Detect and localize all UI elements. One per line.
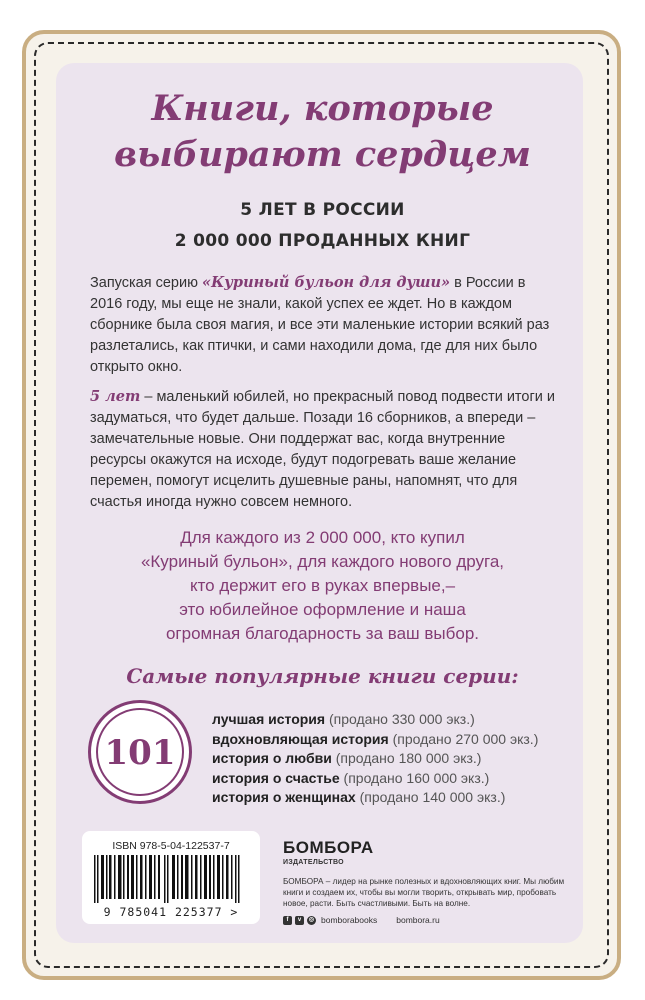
facebook-icon: f <box>283 916 292 925</box>
barcode-number: 9 785041 225377 > <box>103 905 239 919</box>
page-title: Книги, которые выбирают сердцем <box>114 88 531 175</box>
thanks-message: Для каждого из 2 000 000, кто купил «Куриный бульон», для каждого нового друга, кто держит его в руках впервые,– это юбилейное оформление и наша огромная благодарность за ваш выбор. <box>140 528 505 643</box>
list-item: вдохновляющая история (продано 270 000 экз.) <box>212 730 539 747</box>
vk-icon: v <box>295 916 304 925</box>
anniversary-highlight: 5 лет <box>90 388 141 405</box>
publisher-subtitle: ИЗДАТЕЛЬСТВО <box>283 859 344 866</box>
popular-heading: Самые популярные книги серии: <box>126 664 519 688</box>
popular-books-list <box>212 710 582 808</box>
publisher-description: БОМБОРА – лидер на рынке полезных и вдохновляющих книг. Мы любим книги и создаем их, чтобы вы могли творить, открывать мир, пробовать новое, расти. Быть счастливыми. Быть на волне. <box>283 877 565 908</box>
publisher-social <box>283 915 583 925</box>
list-item: история о любви (продано 180 000 экз.) <box>212 750 482 766</box>
publisher-site: bombora.ru <box>396 915 440 925</box>
subtitle-years: 5 ЛЕТ В РОССИИ <box>240 200 405 220</box>
badge-101: 101 <box>88 700 192 804</box>
publisher-logo: БОМБОРА <box>283 838 374 857</box>
subtitle-sold: 2 000 000 ПРОДАННЫХ КНИГ <box>174 231 471 251</box>
list-item: лучшая история (продано 330 000 экз.) <box>212 711 475 727</box>
isbn-label: ISBN 978-5-04-122537-7 <box>112 840 230 852</box>
publisher-block <box>283 838 583 925</box>
instagram-icon: ◎ <box>308 916 315 923</box>
intro-paragraph: Запуская серию «Куриный бульон для души» в России в 2016 году, мы еще не знали, какой успех ее ждет. Но в каждом сборнике была своя магия, и все эти маленькие истории всякий раз разлетались, как птички, и сами находили дома, где для них было открыто окно. <box>90 274 550 375</box>
series-name: «Куриный бульон для души» <box>202 274 451 291</box>
list-item: история о счастье (продано 160 000 экз.) <box>212 769 490 786</box>
barcode-box <box>82 831 260 924</box>
barcode-icon <box>94 855 248 903</box>
list-item: история о женщинах (продано 140 000 экз.) <box>212 789 506 805</box>
social-handle: bomborabooks <box>321 915 378 925</box>
anniversary-paragraph: 5 лет – маленький юбилей, но прекрасный повод подвести итоги и задуматься, что будет дальше. Позади 16 сборников, а впереди – замечательные новые. Они поддержат вас, когда внутренние ресурсы окажутся на исходе, будут подогревать ваше желание перемен, помогут исцелить душевные раны, напомнят, что для счастья иногда нужно совсем немного. <box>90 388 555 510</box>
